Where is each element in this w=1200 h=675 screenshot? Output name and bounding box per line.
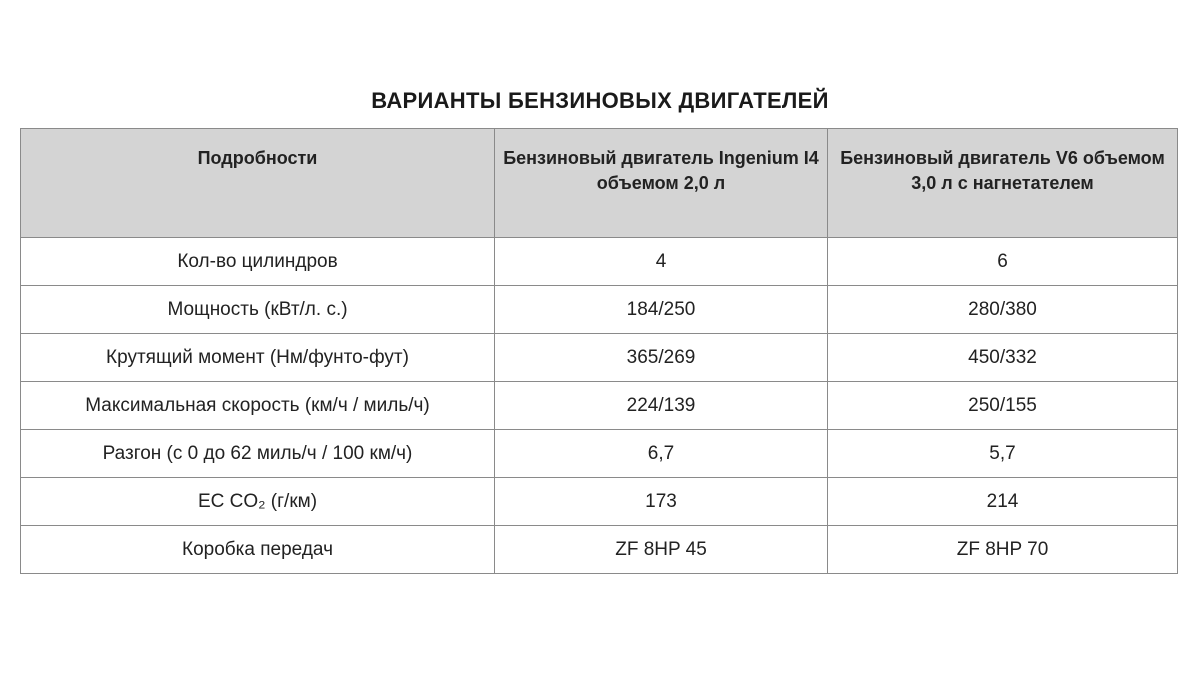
cell-i4: 184/250 [495, 286, 828, 334]
header-engine-i4 [495, 129, 828, 238]
table-header [21, 129, 1178, 238]
cell-v6: 450/332 [828, 334, 1178, 382]
header-details [21, 129, 495, 238]
cell-i4: 224/139 [495, 382, 828, 430]
table-row [21, 430, 1178, 478]
table-row [21, 478, 1178, 526]
table-body [21, 238, 1178, 574]
cell-i4: 6,7 [495, 430, 828, 478]
header-row [21, 129, 1178, 238]
header-engine-v6 [828, 129, 1178, 238]
row-label: Кол-во цилиндров [21, 238, 495, 286]
table-row [21, 526, 1178, 574]
cell-v6: 214 [828, 478, 1178, 526]
cell-i4: 365/269 [495, 334, 828, 382]
table-row [21, 382, 1178, 430]
header-details-label: Подробности [197, 148, 318, 168]
cell-i4: 4 [495, 238, 828, 286]
row-label: Крутящий момент (Нм/фунто-фут) [21, 334, 495, 382]
header-engine-v6-label: Бензиновый двигатель V6 объемом 3,0 л с нагнетателем [840, 148, 1165, 193]
row-label: ЕС CO₂ (г/км) [21, 478, 495, 526]
engine-spec-table [20, 128, 1178, 574]
row-label: Коробка передач [21, 526, 495, 574]
cell-v6: 250/155 [828, 382, 1178, 430]
row-label: Максимальная скорость (км/ч / миль/ч) [21, 382, 495, 430]
page-title: ВАРИАНТЫ БЕНЗИНОВЫХ ДВИГАТЕЛЕЙ [371, 88, 829, 113]
table-row [21, 238, 1178, 286]
cell-v6: 5,7 [828, 430, 1178, 478]
row-label: Мощность (кВт/л. с.) [21, 286, 495, 334]
cell-v6: 6 [828, 238, 1178, 286]
row-label: Разгон (с 0 до 62 миль/ч / 100 км/ч) [21, 430, 495, 478]
cell-i4: 173 [495, 478, 828, 526]
table-row [21, 334, 1178, 382]
table-row [21, 286, 1178, 334]
header-engine-i4-label: Бензиновый двигатель Ingenium I4 объемом 2,0 л [503, 148, 819, 193]
cell-v6: ZF 8HP 70 [828, 526, 1178, 574]
cell-i4: ZF 8HP 45 [495, 526, 828, 574]
cell-v6: 280/380 [828, 286, 1178, 334]
